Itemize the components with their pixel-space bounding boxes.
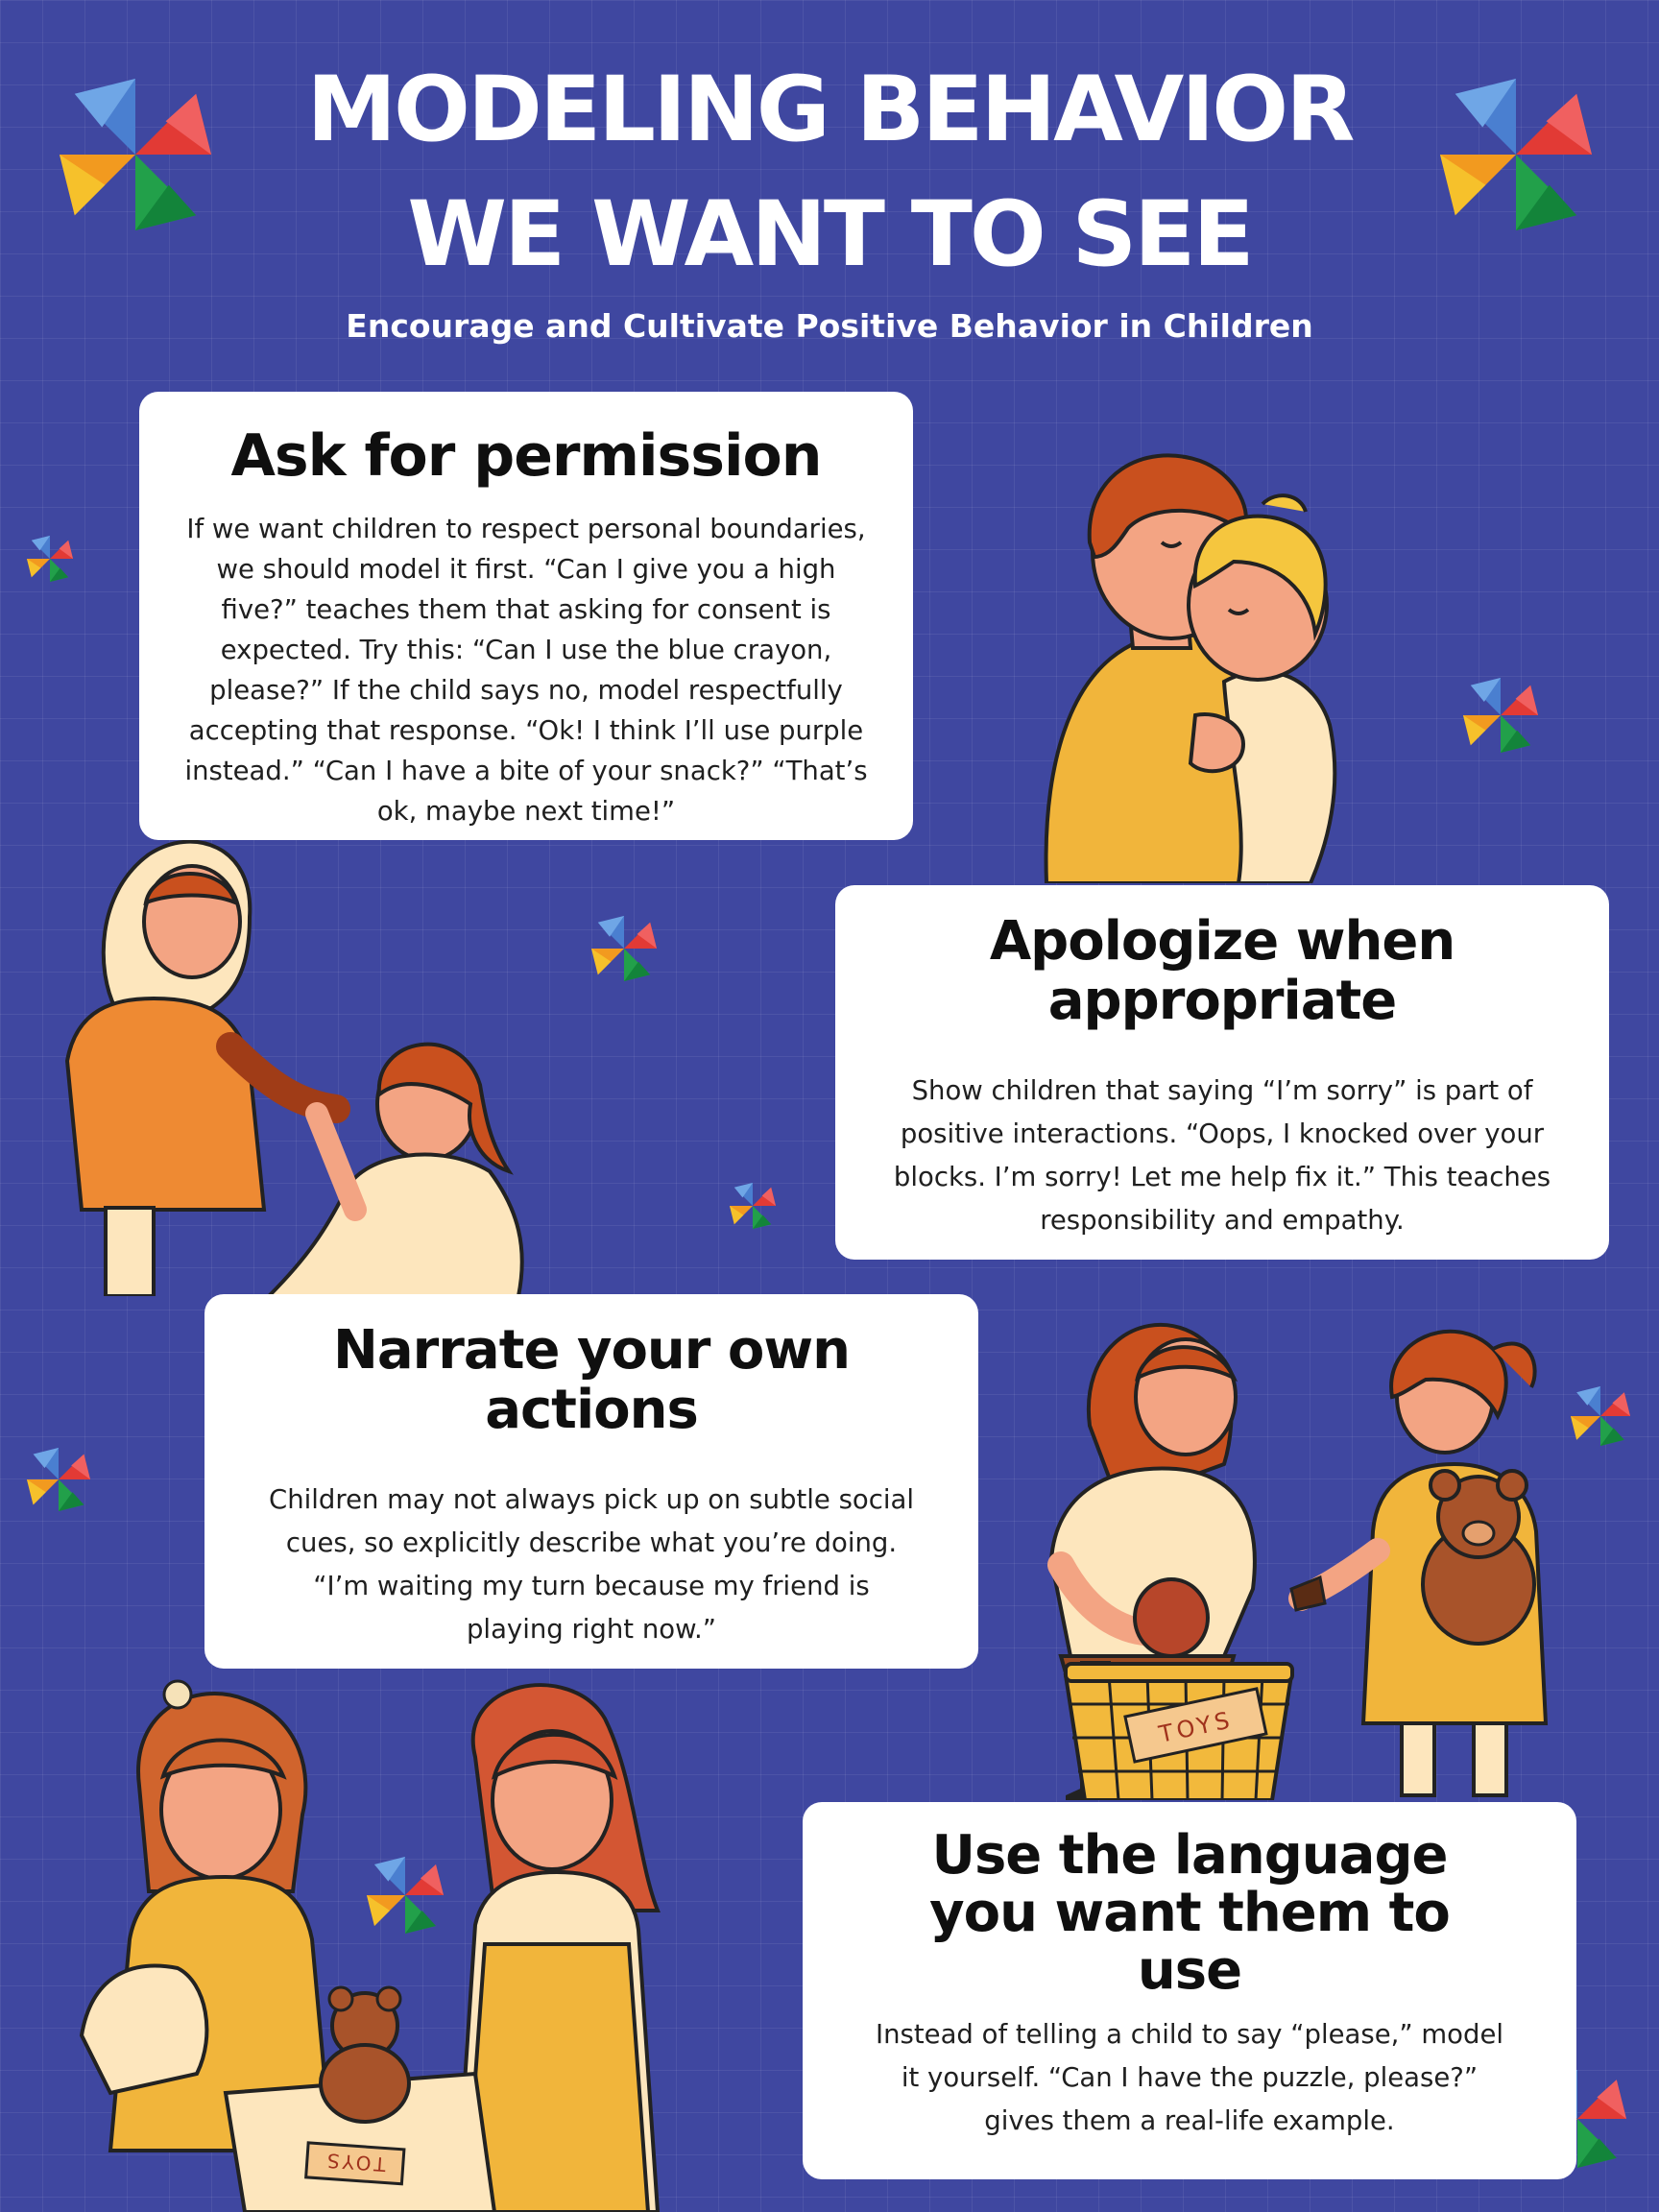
pinwheel-icon (730, 1183, 776, 1229)
card-title: Ask for permission (230, 422, 822, 490)
toy-basket-illustration (1032, 1310, 1570, 1800)
card-title: Apologize when appropriate (989, 910, 1455, 1032)
card-ask-permission (139, 392, 913, 840)
card-body: Children may not always pick up on subtle social cues, so explicitly describe what you’re doing. “I’m waiting my turn because my friend is playing right now.” (269, 1484, 914, 1645)
pinwheel-icon (1463, 678, 1538, 753)
pinwheel-icon (27, 1448, 90, 1511)
toy-box-label: TOYS (1156, 1706, 1236, 1748)
card-body: Instead of telling a child to say “please,” model it yourself. “Can I have the puzzle, please?” gives them a real-life example. (876, 2019, 1503, 2136)
title-line-1: MODELING BEHAVIOR (306, 58, 1353, 162)
pinwheel-icon (60, 79, 211, 230)
card-body: If we want children to respect personal boundaries, we should model it first. “Can I give you a high five?” teaches them that asking for consent is expected. Try this: “Can I use the blue crayon, please?” If the child says no, model respectfully accepting that response. “Ok! I think I’ll use purple instead.” “Can I have a bite of your snack?” “That’s ok, maybe next time!” (184, 514, 868, 827)
card-title: Use the language you want them to use (929, 1824, 1450, 2002)
hug-illustration (1037, 437, 1354, 883)
toy-box-label-upside-down: TOYS (324, 2149, 387, 2176)
card-narrate (204, 1294, 978, 1669)
subtitle: Encourage and Cultivate Positive Behavior in Children (346, 307, 1313, 345)
title-line-2: WE WANT TO SEE (407, 182, 1252, 287)
carrying-box-illustration (72, 1671, 725, 2212)
card-apologize (835, 885, 1609, 1260)
card-use-language (803, 1802, 1576, 2179)
pinwheel-icon (27, 536, 73, 582)
pinwheel-icon (1440, 79, 1592, 230)
card-title: Narrate your own actions (333, 1319, 850, 1441)
card-body: Show children that saying “I’m sorry” is part of positive interactions. “Oops, I knocked over your blocks. I’m sorry! Let me help fix it.” This teaches responsibility and empathy. (893, 1075, 1551, 1236)
helping-illustration (58, 826, 538, 1296)
pinwheel-icon (591, 916, 657, 981)
pinwheel-icon (1571, 1386, 1630, 1446)
